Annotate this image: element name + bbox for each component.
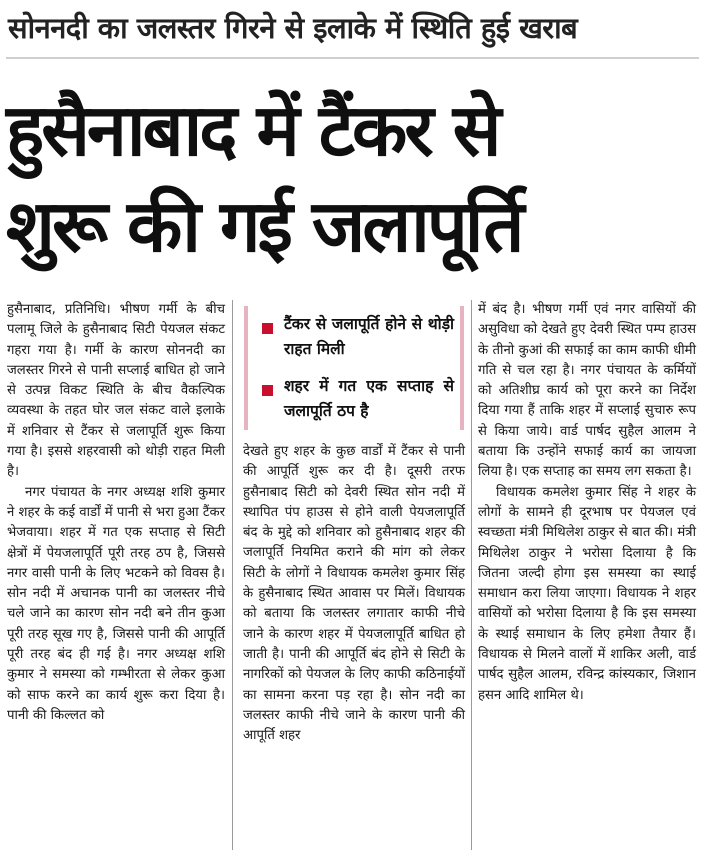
square-bullet-icon (262, 385, 273, 396)
kicker-headline: सोननदी का जलस्तर गिरने से इलाके में स्थिति हुई खराब (8, 11, 578, 45)
headline-line-1: हुसैनाबाद में टैंकर से (6, 88, 499, 172)
article-column-3 (478, 300, 696, 706)
kicker-divider (6, 57, 699, 59)
paragraph: में बंद है। भीषण गर्मी एवं नगर वासियों की असुविधा को देखते हुए देवरी स्थित पम्प हाउस के तीनो कुआं की सफाई का काम काफी धीमी गति से चल रहा है। नगर पंचायत के कर्मियों को अतिशीघ्र कार्य को पूरा करने का निर्देश दिया गया हैं ताकि शहर में सप्लाई सुचारु रूप से किया जाये। वार्ड पार्षद सुहैल आलम ने बताया कि उन्होंने सफाई कार्य का जायजा लिया है। एक सप्ताह का समय लग सकता है। (478, 302, 696, 480)
highlight-text: टैंकर से जलापूर्ति होने से थोड़ी राहत मिली (284, 315, 454, 358)
column-divider-1 (232, 300, 233, 850)
paragraph: हुसैनाबाद, प्रतिनिधि। भीषण गर्मी के बीच पलामू जिले के हुसैनाबाद सिटी पेयजल संकट गहरा गया है। गर्मी के कारण सोननदी का जलस्तर गिरने से पानी सप्लाई बाधित हो जाने से उत्पन्न विकट स्थिति के बीच वैकल्पिक व्यवस्था के तहत घोर जल संकट वाले इलाके में शनिवार से टैंकर से जलापूर्ति शुरू किया गया है। इससे शहरवासी को थोड़ी राहत मिली है। (7, 302, 225, 480)
paragraph: नगर पंचायत के नगर अध्यक्ष शशि कुमार ने शहर के कई वार्डों में पानी से भरा हुआ टैंकर भेजवाया। शहर में गत एक सप्ताह से सिटी क्षेत्रों में पेयजलापूर्ति पूरी तरह ठप है, जिससे नगर वासी पानी के लिए भटकने को विवस है। सोन नदी में अचानक पानी का जलस्तर नीचे चले जाने का कारण सोन नदी बने तीन कुआ पूरी तरह सूख गए है, जिससे पानी की आपूर्ति पूरी तरह बंद ही गई है। नगर अध्यक्ष शशि कुमार ने समस्या को गम्भीरता से लेकर कुआ को साफ करने का कार्य शुरू करा दिया है। पानी की किल्लत को (7, 484, 225, 723)
column-divider-2 (471, 300, 472, 850)
headline-line-2: शुरू की गई जलापूर्ति (6, 184, 522, 268)
square-bullet-icon (262, 323, 273, 334)
article-column-1 (7, 300, 225, 726)
highlights-box (244, 306, 464, 430)
paragraph: देखते हुए शहर के कुछ वार्डों में टैंकर से पानी की आपूर्ति शुरू कर दी है। दूसरी तरफ हुसैनाबाद सिटी को देवरी स्थित सोन नदी में स्थापित पंप हाउस से होने वाली पेयजलापूर्ति बंद के मुद्दे को शनिवार को हुसैनाबाद शहर की जलापूर्ति नियमित कराने की मांग को लेकर सिटी के लोगों ने विधायक कमलेश कुमार सिंह के हुसैनाबाद स्थित आवास पर मिलें। विधायक को बताया कि जलस्तर लगातार काफी नीचे जाने के कारण शहर में पेयजलापूर्ति बाधित हो जाती है। पानी की आपूर्ति बंद होने से सिटी के नागरिकों को पेयजल के लिए काफी कठिनाईयों का सामना करना पड़ रहा है। सोन नदी का जलस्तर काफी नीचे जाने के कारण पानी की आपूर्ति शहर (243, 444, 465, 744)
highlight-text: शहर में गत एक सप्ताह से जलापूर्ति ठप है (284, 377, 454, 420)
paragraph: विधायक कमलेश कुमार सिंह ने शहर के लोगों के सामने ही दूरभाष पर पेयजल एवं स्वच्छता मंत्री मिथिलेश ठाकुर से बात की। मंत्री मिथिलेश ठाकुर ने भरोसा दिलाया है कि जितना जल्दी होगा इस समस्या का स्थाई समाधान करा लिया जाएगा। विधायक ने शहर वासियों को भरोसा दिलाया है कि इस समस्या के स्थाई समाधान के लिए हमेशा तैयार हैं। विधायक से मिलने वालों में शाकिर अली, वार्ड पार्षद सुहैल आलम, रविन्द्र कांस्यकार, जिशान हसन आदि शामिल थे। (478, 484, 696, 703)
